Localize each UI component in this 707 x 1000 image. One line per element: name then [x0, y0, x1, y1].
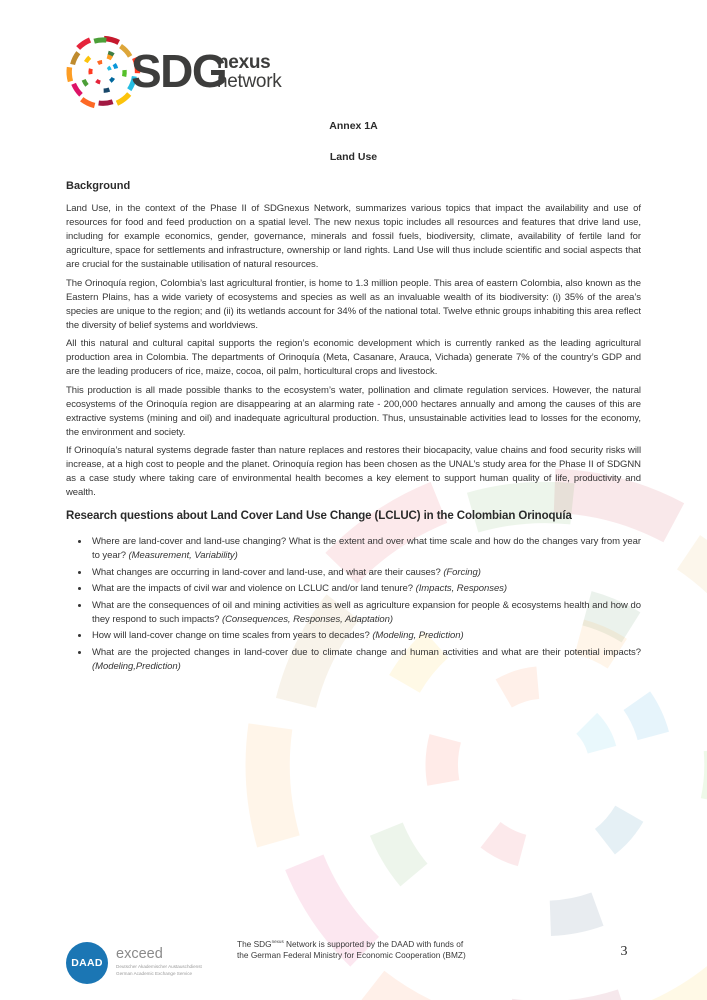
daad-subtitle-en: German Academic Exchange Service: [116, 970, 193, 976]
logo-nexus-text: nexus: [217, 52, 271, 73]
paragraph: Land Use, in the context of the Phase II of SDGnexus Network, summarizes various topics that impact the availability and use of resources for food and feed production on a spatial level. The new nexus topic includes all resources and features that drive land use, including for example economics, gender, governance, minerals and fossil fuels, biodiversity, climate, availability of fertile land for agriculture, space for settlements and infrastructure, ownership or land rights. Land Use will thus include scientific and social aspects that are crucial for the sustainable utilisation of natural resources.: [66, 203, 641, 270]
question-text: What are the consequences of oil and mining activities as well as agriculture expansion for people & ecosystems health and how do they respond to such impacts?: [92, 599, 641, 625]
document-content: [66, 120, 641, 676]
paragraph: If Orinoquía’s natural systems degrade faster than nature replaces and restores their biocapacity, value chains and food security risks will increase, at a high cost to people and the planet. Orinoquía region has been chosen as the UNAL’s study area for the Phase II of SDGNN as a case study where taking care of environmental health becomes a key element to support human quality of life, productivity and wealth.: [66, 445, 641, 498]
background-paragraphs: [66, 202, 641, 500]
question-tags: (Forcing): [443, 566, 481, 578]
daad-logo: [66, 942, 108, 984]
paragraph: This production is all made possible thanks to the ecosystem’s water, pollination and climate regulation services. However, the natural ecosystems of the Orinoquía region are disappearing at an alarming rate - 200,000 hectares annually and among the causes of this are extractive systems (mining and oil) and inadequate agricultural production. Thus, unsustainable activities lead to losses for the economy, the environment and society.: [66, 384, 641, 438]
research-question-item: [90, 566, 641, 580]
funding-text: The SDG: [237, 938, 272, 949]
logo-sdg-text: SDG: [131, 45, 227, 97]
question-tags: (Consequences, Responses, Adaptation): [222, 613, 394, 625]
research-question-item: [90, 535, 641, 563]
paragraph: All this natural and cultural capital supports the region’s economic development which is currently ranked as the leading agricultural production area in Colombia. The departments of Orinoquía (Meta, Casanare, Arauca, Vichada) generate 7% of the country’s GDP and are the leading producers of rice, maize, cocoa, oil palm, horticultural crops and livestock.: [66, 338, 641, 377]
exceed-wordmark: exceed: [116, 946, 163, 962]
research-question-item: [90, 599, 641, 627]
funding-statement: [237, 936, 497, 962]
research-question-item: [90, 582, 641, 596]
sdg-nexus-logo: [61, 30, 321, 114]
question-text: How will land-cover change on time scales from years to decades?: [92, 630, 373, 641]
logo-network-text: network: [217, 71, 282, 92]
document-title: Land Use: [329, 151, 378, 163]
page-number: 3: [620, 944, 628, 959]
question-text: What are the projected changes in land-cover due to climate change and human activities and what are their potential impacts?: [92, 646, 641, 658]
question-text: What are the impacts of civil war and violence on LCLUC and/or land tenure?: [92, 583, 416, 594]
funding-superscript: nexus: [271, 939, 284, 944]
funding-text: Network is supported by the DAAD with funds of: [283, 938, 464, 949]
research-questions-heading: Research questions about Land Cover Land Use Change (LCLUC) in the Colombian Orinoquía: [66, 510, 572, 522]
question-text: What changes are occurring in land-cover and land-use, and what are their causes?: [92, 566, 444, 578]
paragraph: The Orinoquía region, Colombia’s last agricultural frontier, is home to 1.3 million people. This area of eastern Colombia, also known as the Eastern Plains, has a wide variety of ecosystems and species as well as an invaluable wealth of its biodiversity: (i) 35% of the area’s species are unique to the region; and (ii) its wetlands account for 34% of the national total. Twelve ethnic groups inhabiting this area reflect the diversity of belief systems and worldviews.: [66, 277, 641, 331]
annex-title: Annex 1A: [329, 120, 378, 132]
funding-statement-line1: [237, 936, 497, 950]
background-heading: Background: [66, 180, 131, 192]
funding-statement-line2: the German Federal Ministry for Economic Cooperation (BMZ): [237, 950, 466, 961]
daad-logo-text: DAAD: [71, 957, 103, 969]
research-question-item: [90, 629, 641, 643]
research-question-item: [90, 646, 641, 674]
logo-wordmark: [217, 53, 281, 91]
daad-subtitle-de: Deutscher Akademischer Austauschdienst: [116, 964, 202, 969]
question-text: Where are land-cover and land-use changing? What is the extent and over what time scale and how do the changes vary from year to year?: [92, 536, 641, 561]
daad-subtitle: [116, 964, 202, 977]
question-tags: (Modeling,Prediction): [92, 660, 181, 672]
question-tags: (Impacts, Responses): [415, 583, 507, 594]
question-tags: (Measurement, Variability): [128, 550, 238, 561]
research-questions-list: [66, 535, 641, 674]
question-tags: (Modeling, Prediction): [372, 630, 464, 641]
